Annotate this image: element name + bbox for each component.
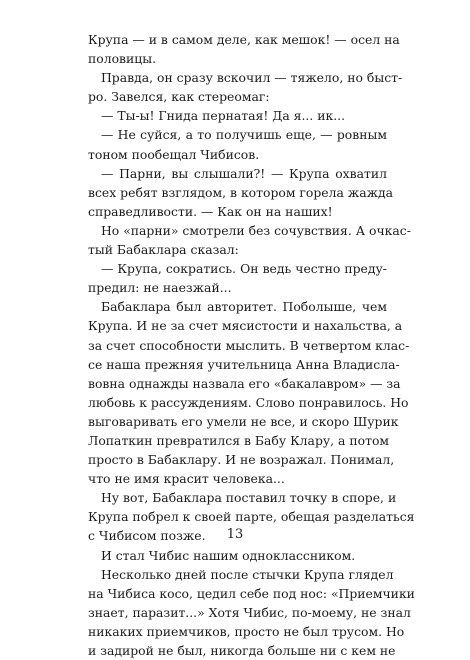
text-line: вовна однажды назвала его «бакалавром» — за xyxy=(88,375,401,391)
text-line: выговаривать его умели не все, и скоро Шурик xyxy=(88,413,399,429)
page-text xyxy=(88,30,415,660)
text-line: — Ты-ы! Гнида пернатая! Да я... ик... xyxy=(101,108,346,124)
text-line: что не имя красит человека... xyxy=(88,471,285,487)
text-line: Лопаткин превратился в Бабу Клару, а потом xyxy=(88,432,390,448)
text-line: Бабаклара был авторитет. Поболыше, чем xyxy=(101,299,387,315)
text-line: и задирой не был, никогда больше ни с кем не xyxy=(88,643,396,658)
text-line: за счет способности мыслить. В четвертом клас- xyxy=(88,337,410,353)
text-line: Несколько дней после стычки Крупа глядел xyxy=(101,566,394,582)
text-line: се наша прежняя учительница Анна Владисла- xyxy=(88,356,400,372)
text-line: Крупа — и в самом деле, как мешок! — осел на xyxy=(88,32,400,47)
text-line: И стал Чибис нашим одноклассником. xyxy=(101,547,356,563)
text-line: справедливости. — Как он на наших! xyxy=(88,203,333,219)
text-line: на Чибиса косо, цедил себе под нос: «Приемчики xyxy=(88,585,415,601)
text-line: предил: не наезжай... xyxy=(88,280,232,296)
text-line: тый Бабаклара сказал: xyxy=(88,242,239,258)
text-line: с Чибисом позже. xyxy=(88,528,206,544)
text-line: Крупа. И не за счет мясистости и нахальства, а xyxy=(88,318,403,334)
text-line: ро. Завелся, как стереомаг: xyxy=(88,89,270,105)
text-line: любовь к рассуждениям. Слово понравилось. Но xyxy=(88,394,409,410)
text-line: Но «парни» смотрели без сочувствия. А очкас- xyxy=(101,222,411,238)
text-line: — Не суйся, а то получишь еще, — ровным xyxy=(101,127,387,143)
text-line: половицы. xyxy=(88,51,157,67)
text-line: — Крупа, сократись. Он ведь честно преду- xyxy=(101,261,387,277)
text-line: Ну вот, Бабаклара поставил точку в споре, и xyxy=(101,490,397,506)
text-line: — Парни, вы слышали?! — Крупа охватил xyxy=(101,165,387,181)
text-line: просто в Бабаклару. И не возражал. Понимал, xyxy=(88,452,395,468)
text-line: Крупа побрел к своей парте, обещая разделаться xyxy=(88,509,415,525)
text-line: всех ребят взглядом, в котором горела жажда xyxy=(88,184,394,200)
text-line: знает, паразит...» Хотя Чибис, по-моему, не знал xyxy=(88,604,411,620)
text-line: тоном пообещал Чибисов. xyxy=(88,146,260,162)
text-line: Правда, он сразу вскочил — тяжело, но быст- xyxy=(101,70,403,86)
page-number: 13 xyxy=(226,527,244,542)
text-line: никаких приемчиков, просто не был трусом. Но xyxy=(88,623,405,639)
